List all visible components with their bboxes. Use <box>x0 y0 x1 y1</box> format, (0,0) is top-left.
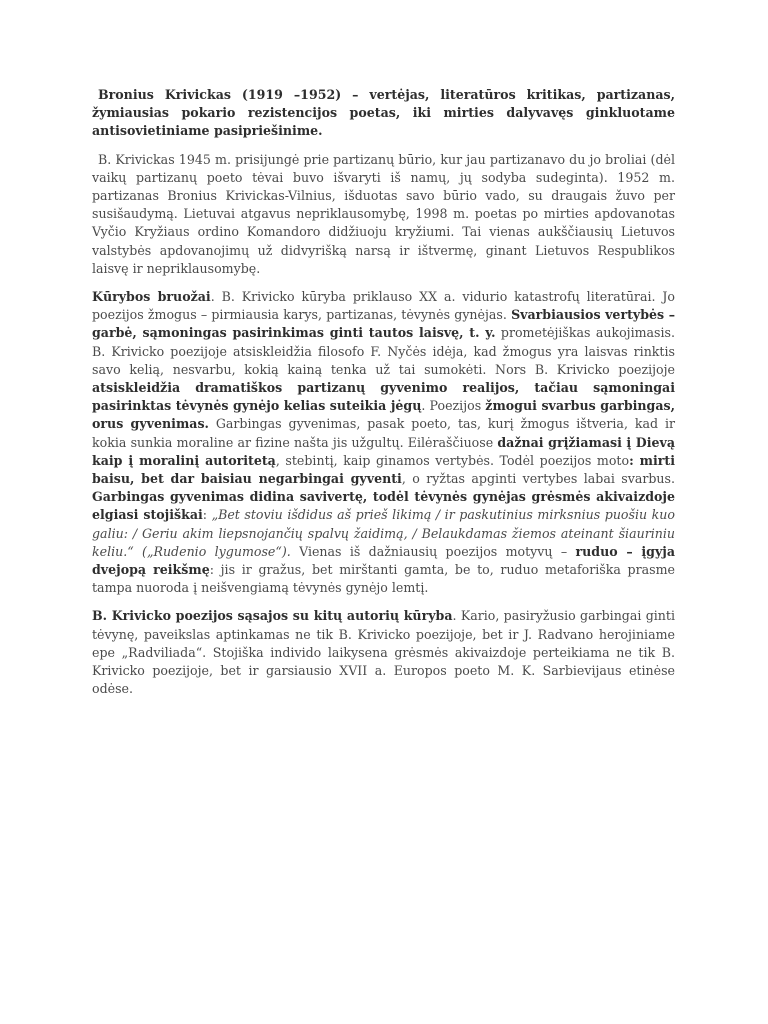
emphasis-text: Garbingas gyvenimas didina savivertę, todėl tėvynės gynėjas grėsmės akivaizdoje elgiasi stojiškai <box>92 489 675 523</box>
text-segment: . Poezijos <box>421 398 486 414</box>
text-segment: , o ryžtas apginti vertybes labai svarbus. <box>401 471 675 487</box>
text-segment: prometėjiškas aukojimasis. B. Krivicko poezijoje atsiskleidžia filosofo F. Nyčės idėja, kad žmogus yra laisvas rinktis savo kelią, nesvarbu, kokią kainą tenka už tai sumokėti. Nors B. Krivicko poezijoje <box>92 325 676 377</box>
poem-quote: „Bet stoviu išdidus aš prieš likimą / ir paskutinius mirksnius puošiu kuo galiu: / Geriu akim liepsnojančių spalvų žaidimą, / Belaukdamas žiemos ateinant šiauriniu keliu.“ („Rudenio lygumose“). <box>92 507 675 559</box>
text-segment: , stebintį, kaip ginamos vertybės. Todėl poezijos moto <box>275 452 630 468</box>
emphasis-text: atsiskleidžia dramatiškos partizanų gyvenimo realijos, tačiau sąmoningai pasirinktas tėvynės gynėjo kelias suteikia jėgų <box>92 380 675 414</box>
biography-paragraph: B. Krivickas 1945 m. prisijungė prie partizanų būrio, kur jau partizanavo du jo broliai (dėl vaikų partizanų poeto tėvai buvo išvaryti iš namų, jų sodyba sudeginta). 1952 m. partizanas Bronius Krivickas-Vilnius, išduotas savo būrio vado, su draugais žuvo per susišaudymą. Lietuvai atgavus nepriklausomybę, 1998 m. poetas po mirties apdovanotas Vyčio Kryžiaus ordino Komandoro didžiuoju kryžiumi. Tai vienas aukščiausių Lietuvos valstybės apdovanojimų už didvyrišką narsą ir ištvermę, ginant Lietuvos Respublikos laisvę ir nepriklausomybę. <box>92 151 675 276</box>
section-heading-creative-features: Kūrybos bruožai <box>92 289 211 305</box>
text-segment: . Kario, pasiryžusio garbingai ginti tėvynę, paveikslas aptinkamas ne tik B. Krivicko poezijoje, bet ir J. Radvano herojiniame epe „Radviliada“. Stojiška individo laikysena grėsmės akivaizdoje perteikiama ne tik B. Krivicko poezijoje, bet ir garsiausio XVII a. Europos poeto M. K. Sarbievijaus etinėse odėse. <box>92 608 675 697</box>
emphasis-text: dažnai grįžiamasi į Dievą kaip į moralinį autoritetą <box>92 434 675 468</box>
section-heading-links: B. Krivicko poezijos sąsajos su kitų autorių kūryba <box>92 608 453 624</box>
creative-features-paragraph <box>92 288 675 597</box>
text-segment: Vienas iš dažniausių poezijos motyvų – <box>290 543 576 559</box>
links-with-other-authors-paragraph <box>92 607 675 698</box>
emphasis-text: : mirti baisu, bet dar baisiau negarbingai gyventi <box>92 452 675 487</box>
emphasis-text: Svarbiausios vertybės – garbė, sąmoningas pasirinkimas ginti tautos laisvę, t. y. <box>92 307 675 341</box>
intro-paragraph: Bronius Krivickas (1919 –1952) – vertėjas, literatūros kritikas, partizanas, žymiausias pokario rezistencijos poetas, iki mirties dalyvavęs ginkluotame antisovietiniame pasipriešinime. <box>92 87 675 139</box>
document-body <box>92 86 675 699</box>
emphasis-text: žmogui svarbus garbingas, orus gyvenimas. <box>92 398 675 432</box>
text-segment: . B. Krivicko kūryba priklauso XX a. vidurio katastrofų literatūrai. Jo poezijos žmogus – pirmiausia karys, partizanas, tėvynės gynėjas. <box>92 289 676 323</box>
emphasis-text: ruduo – įgyja dvejopą reikšmę <box>92 543 676 578</box>
text-segment: : <box>202 507 212 523</box>
text-segment: Garbingas gyvenimas, pasak poeto, tas, kurį žmogus ištveria, kad ir kokia sunkia moraline ar fizine našta jis užgultų. Eilėraščiuose <box>92 416 675 450</box>
text-segment: : jis ir gražus, bet mirštanti gamta, be to, ruduo metaforiška prasme tampa nuoroda į neišvengiamą tėvynės gynėjo lemtį. <box>92 562 675 596</box>
